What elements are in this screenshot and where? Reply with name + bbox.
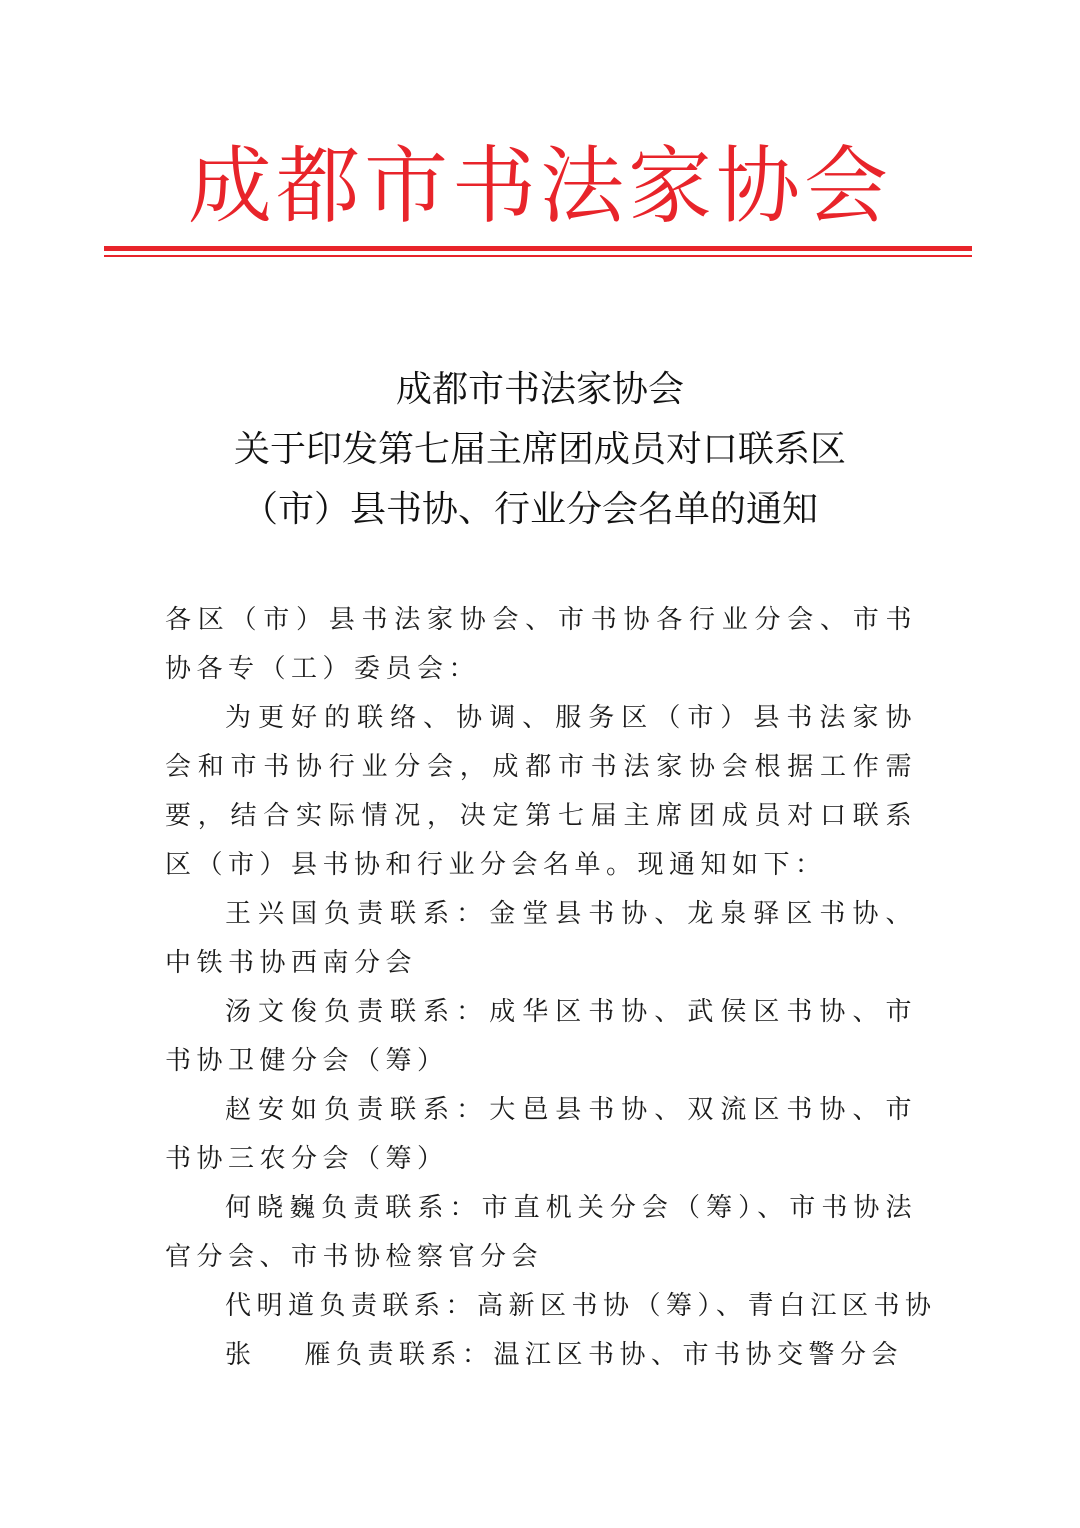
contact-label: 负责联系： (321, 1193, 482, 1223)
notice-title-line-3: （市）县书协、行业分会名单的通知 (241, 489, 818, 530)
contact-items: 成华区书协、武侯区书协、市书协卫健分会（筹） (165, 997, 917, 1076)
contact-name: 汤文俊 (225, 997, 325, 1027)
contact-items: 金堂县书协、龙泉驿区书协、中铁书协西南分会 (165, 899, 917, 978)
contact-items: 市直机关分会（筹）、市书协法官分会、市书协检察官分会 (165, 1193, 917, 1272)
contact-name: 何晓巍 (225, 1193, 322, 1223)
notice-title-line-1: 成都市书法家协会 (395, 369, 684, 410)
contact-label: 负责联系： (324, 1095, 490, 1125)
contact-entry (165, 1184, 917, 1282)
salutation: 各区（市）县书法家协会、市书协各行业分会、市书协各专（工）委员会： (165, 605, 917, 684)
contact-entry (165, 890, 917, 988)
contact-name: 赵安如 (225, 1095, 325, 1125)
contact-items: 温江区书协、市书协交警分会 (493, 1340, 904, 1370)
notice-body (165, 596, 937, 1380)
contact-label: 负责联系： (324, 997, 490, 1027)
contact-label: 负责联系： (324, 899, 490, 929)
letterhead-title: 成都市书法家协会 (187, 137, 892, 235)
intro-paragraph: 为更好的联络、协调、服务区（市）县书法家协会和市书协行业分会，成都市书法家协会根据工作需要，结合实际情况，决定第七届主席团成员对口联系区（市）县书协和行业分会名单。现通知如下： (165, 703, 917, 880)
contact-entry (165, 1331, 917, 1380)
contact-entry (165, 1086, 917, 1184)
contact-items: 大邑县书协、双流区书协、市书协三农分会（筹） (165, 1095, 917, 1174)
contact-entry (165, 1282, 937, 1331)
contact-name: 代明道 (225, 1291, 320, 1321)
contact-name-first: 张 (225, 1340, 257, 1370)
contact-label: 负责联系： (319, 1291, 478, 1321)
contact-label: 负责联系： (336, 1340, 494, 1370)
letterhead-rule-thick (104, 246, 972, 251)
contact-name-last: 雁 (304, 1340, 337, 1370)
contact-items: 高新区书协（筹）、青白江区书协 (477, 1291, 937, 1321)
notice-title (0, 360, 1080, 540)
notice-title-line-2: 关于印发第七届主席团成员对口联系区 (233, 429, 846, 470)
contact-entry (165, 988, 917, 1086)
contact-name: 王兴国 (225, 899, 325, 929)
letterhead-rule-thin (104, 255, 972, 257)
